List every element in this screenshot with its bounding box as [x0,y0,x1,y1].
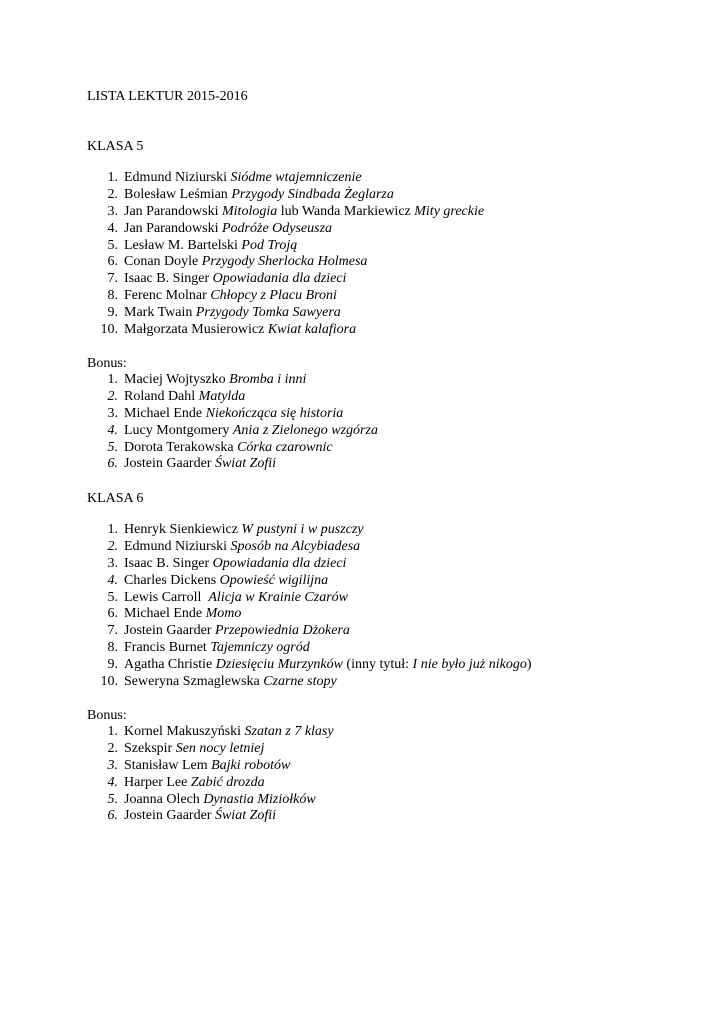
author-name: Lewis Carroll [124,589,209,605]
item-number: 1. [107,372,118,387]
book-title: Niekończąca się historia [205,405,344,421]
item-number: 5. [107,589,118,605]
item-number: 7. [107,271,118,287]
item-number: 1. [107,522,118,537]
book-title: Ania z Zielonego wzgórza [232,422,378,438]
item-number: 1. [107,170,118,185]
item-number: 3. [107,405,118,421]
book-title: Mitologia [222,203,278,219]
author-name: Henryk Sienkiewicz [124,522,242,537]
item-number: 6. [107,456,118,472]
book-title: Dynastia Miziołków [203,791,316,807]
author-name: Michael Ende [124,405,206,421]
reading-list-klasa6 [87,522,532,691]
item-number: 10. [100,322,118,338]
item-text [124,372,306,387]
list-item [87,389,378,406]
list-item [87,254,484,271]
author-name: Ferenc Molnar [124,288,211,304]
item-text [124,423,378,438]
bonus-label-klasa6: Bonus: [87,708,127,723]
bonus-list-klasa6 [87,724,334,825]
item-text [124,808,276,823]
book-title: Opowiadania dla dzieci [212,555,347,571]
item-number: 6. [107,254,118,270]
list-item [87,238,484,255]
author-name: Kornel Makuszyński [124,724,245,739]
book-title: Świat Zofii [214,808,277,824]
item-number: 3. [107,203,118,219]
item-text [124,522,364,537]
author-name: Jostein Gaarder [124,623,215,639]
book-title: Czarne stopy [263,674,337,690]
book-title: Dziesięciu Murzynków [215,657,343,673]
list-item [87,623,532,640]
list-item [87,288,484,305]
section-heading-klasa6: KLASA 6 [87,491,144,506]
reading-list-klasa5 [87,170,484,339]
author-name: Lesław M. Bartelski [124,237,242,253]
bonus-label-klasa5: Bonus: [87,356,127,371]
author-name: ) [526,657,532,673]
author-name: Małgorzata Musierowicz [124,322,268,338]
author-name: Francis Burnet [124,640,211,656]
list-item [87,758,334,775]
list-item [87,590,532,607]
list-item [87,724,334,741]
item-number: 6. [107,808,118,824]
item-text [124,456,276,471]
item-text [124,724,334,739]
item-number: 2. [107,740,118,756]
item-number: 2. [107,186,118,202]
author-name: Jan Parandowski [124,220,222,236]
item-number: 7. [107,623,118,639]
list-item [87,440,378,457]
list-item [87,456,378,473]
item-text [124,221,332,236]
item-number: 3. [107,555,118,571]
item-text [124,305,341,320]
item-text [124,288,337,303]
item-number: 5. [107,791,118,807]
author-name: Conan Doyle [124,254,202,270]
item-text [124,792,316,807]
item-text [124,389,245,404]
author-name: Seweryna Szmaglewska [124,674,264,690]
item-number: 3. [107,757,118,773]
book-title: Świat Zofii [214,456,277,472]
list-item [87,271,484,288]
author-name: Jostein Gaarder [124,808,215,824]
author-name: Charles Dickens [124,572,220,588]
author-name: Lucy Montgomery [124,422,233,438]
item-number: 4. [107,774,118,790]
list-item [87,808,334,825]
book-title: Matylda [198,388,246,404]
list-item [87,556,532,573]
book-title: Tajemniczy ogród [210,640,310,656]
item-number: 9. [107,657,118,673]
book-title: Córka czarownic [237,439,333,455]
book-title: Alicja w Krainie Czarów [208,589,348,605]
list-item [87,775,334,792]
list-item [87,640,532,657]
list-item [87,522,532,539]
book-title: Chłopcy z Placu Broni [210,288,337,304]
item-number: 4. [107,220,118,236]
item-number: 6. [107,606,118,622]
item-text [124,741,264,756]
item-text [124,254,367,269]
book-title: Sen nocy letniej [175,740,265,756]
book-title: W pustyni i w puszczy [241,522,364,537]
book-title: Zabić drozda [190,774,265,790]
list-item [87,674,532,691]
author-name: Edmund Niziurski [124,170,231,185]
author-name: Bolesław Leśmian [124,186,232,202]
item-text [124,440,333,455]
item-text [124,623,350,638]
book-title: I nie było już nikogo [412,657,527,673]
list-item [87,539,532,556]
item-number: 8. [107,288,118,304]
list-item [87,305,484,322]
book-title: Bajki robotów [211,757,291,773]
list-item [87,657,532,674]
list-item [87,406,378,423]
author-name: Joanna Olech [124,791,204,807]
list-item [87,322,484,339]
author-name: Michael Ende [124,606,206,622]
item-text [124,322,356,337]
author-name: Isaac B. Singer [124,271,213,287]
book-title: Sposób na Alcybiadesa [230,538,361,554]
item-text [124,204,484,219]
book-title: Przepowiednia Dżokera [214,623,350,639]
item-text [124,590,348,605]
item-text [124,640,310,655]
item-number: 8. [107,640,118,656]
author-name: Mark Twain [124,305,196,321]
author-name: Szekspir [124,740,176,756]
author-name: Stanisław Lem [124,757,212,773]
item-text [124,573,328,588]
author-name: Isaac B. Singer [124,555,213,571]
item-number: 4. [107,572,118,588]
author-name: Edmund Niziurski [124,538,231,554]
item-text [124,606,241,621]
book-title: Momo [205,606,242,622]
author-name: Roland Dahl [124,388,199,404]
item-text [124,238,297,253]
author-name: Harper Lee [124,774,191,790]
item-text [124,758,290,773]
book-title: Siódme wtajemniczenie [230,170,362,185]
item-number: 10. [100,674,118,690]
author-name: Agatha Christie [124,657,216,673]
author-name: Dorota Terakowska [124,439,238,455]
book-title: Pod Troją [241,237,298,253]
list-item [87,372,378,389]
book-title: Przygody Sindbada Żeglarza [231,186,394,202]
author-name: Maciej Wojtyszko [124,372,230,387]
list-item [87,792,334,809]
item-text [124,775,265,790]
item-text [124,539,360,554]
list-item [87,187,484,204]
item-number: 1. [107,724,118,739]
list-item [87,204,484,221]
page-title: LISTA LEKTUR 2015-2016 [87,89,248,104]
section-heading-klasa5: KLASA 5 [87,139,144,154]
item-number: 9. [107,305,118,321]
author-name: Jan Parandowski [124,203,222,219]
book-title: Kwiat kalafiora [267,322,357,338]
item-number: 2. [107,538,118,554]
book-title: Mity greckie [414,203,485,219]
item-text [124,406,343,421]
item-number: 2. [107,388,118,404]
book-title: Opowiadania dla dzieci [212,271,347,287]
list-item [87,170,484,187]
item-number: 5. [107,237,118,253]
item-text [124,187,394,202]
item-text [124,271,346,286]
item-number: 5. [107,439,118,455]
list-item [87,221,484,238]
author-name: Jostein Gaarder [124,456,215,472]
author-name: (inny tytuł: [342,657,413,673]
author-name: lub Wanda Markiewicz [277,203,415,219]
book-title: Przygody Tomka Sawyera [195,305,341,321]
book-title: Opowieść wigilijna [219,572,329,588]
book-title: Przygody Sherlocka Holmesa [201,254,368,270]
item-text [124,674,337,689]
list-item [87,423,378,440]
item-number: 4. [107,422,118,438]
item-text [124,657,532,672]
book-title: Bromba i inni [229,372,307,387]
book-title: Podróże Odyseusza [222,220,333,236]
book-title: Szatan z 7 klasy [244,724,334,739]
list-item [87,741,334,758]
item-text [124,170,362,185]
list-item [87,606,532,623]
item-text [124,556,346,571]
list-item [87,573,532,590]
bonus-list-klasa5 [87,372,378,473]
